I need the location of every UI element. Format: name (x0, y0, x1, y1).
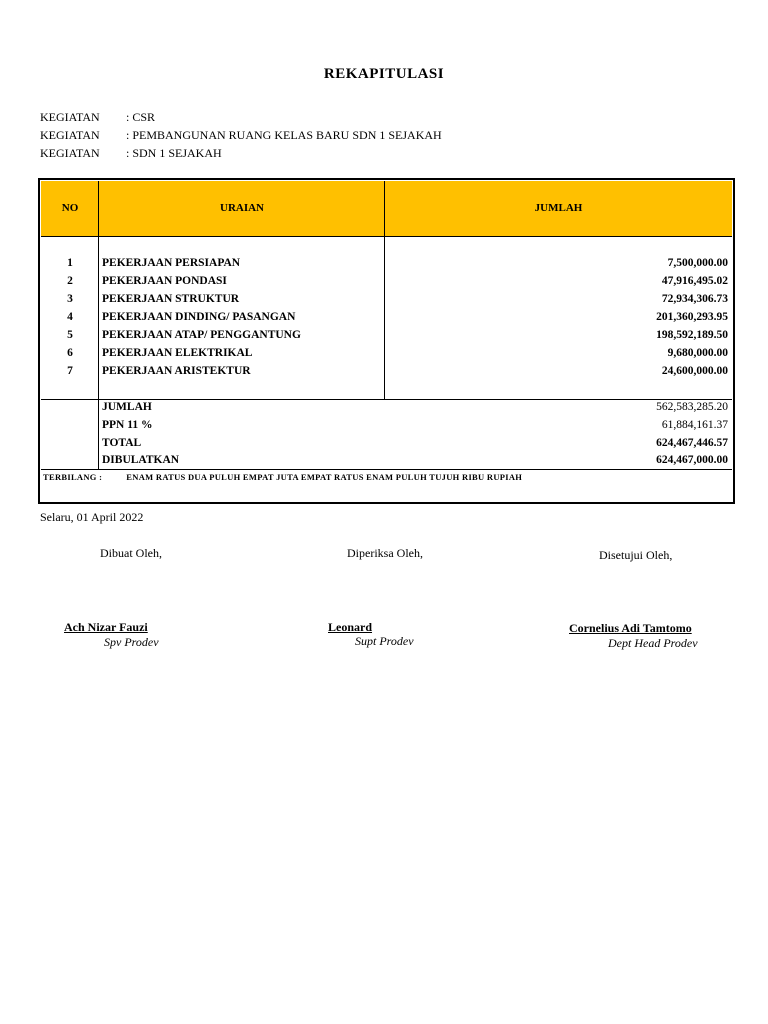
table-row (41, 311, 732, 329)
row-uraian: PEKERJAAN ELEKTRIKAL (102, 347, 253, 359)
row-uraian: PEKERJAAN ATAP/ PENGGANTUNG (102, 329, 301, 341)
row-no: 2 (67, 275, 73, 287)
row-no: 5 (67, 329, 73, 341)
row-uraian: PEKERJAAN PONDASI (102, 275, 227, 287)
summary-row (41, 454, 732, 472)
row-uraian: PEKERJAAN ARISTEKTUR (102, 365, 251, 377)
divider (41, 236, 732, 237)
meta-value: : PEMBANGUNAN RUANG KELAS BARU SDN 1 SEJAKAH (126, 128, 442, 142)
summary-value: 624,467,000.00 (656, 454, 728, 466)
row-no: 4 (67, 311, 73, 323)
table-row (41, 293, 732, 311)
row-jumlah: 201,360,293.95 (656, 311, 728, 323)
header-no: NO (61, 202, 79, 214)
table-row (41, 257, 732, 275)
signature-name: Cornelius Adi Tamtomo (569, 621, 692, 635)
row-jumlah: 198,592,189.50 (656, 329, 728, 341)
header-uraian: URAIAN (220, 202, 264, 214)
document-title: REKAPITULASI (323, 66, 445, 82)
signature-role: Dibuat Oleh, (100, 546, 162, 560)
meta-line-2 (40, 128, 442, 143)
meta-label: KEGIATAN (40, 110, 100, 124)
summary-row (41, 437, 732, 455)
place-date: Selaru, 01 April 2022 (40, 510, 144, 524)
signature-position: Dept Head Prodev (608, 636, 698, 650)
summary-value: 562,583,285.20 (656, 401, 728, 413)
meta-label: KEGIATAN (40, 128, 100, 142)
table-row (41, 365, 732, 383)
row-jumlah: 7,500,000.00 (667, 257, 728, 269)
row-uraian: PEKERJAAN STRUKTUR (102, 293, 240, 305)
meta-value: : CSR (126, 110, 156, 124)
meta-label: KEGIATAN (40, 146, 100, 160)
row-jumlah: 24,600,000.00 (661, 365, 728, 377)
header-jumlah: JUMLAH (534, 202, 583, 214)
row-jumlah: 47,916,495.02 (661, 275, 728, 287)
row-jumlah: 72,934,306.73 (661, 293, 728, 305)
signature-position: Spv Prodev (104, 635, 159, 649)
terbilang-value: ENAM RATUS DUA PULUH EMPAT JUTA EMPAT RATUS ENAM PULUH TUJUH RIBU RUPIAH (126, 472, 523, 482)
table-row (41, 329, 732, 347)
summary-label: DIBULATKAN (102, 454, 180, 466)
signature-name: Ach Nizar Fauzi (64, 620, 148, 634)
summary-label: JUMLAH (102, 401, 152, 413)
terbilang-label: TERBILANG : (43, 472, 103, 482)
row-no: 3 (67, 293, 73, 305)
summary-label: PPN 11 % (102, 419, 153, 431)
recap-table (38, 178, 735, 504)
summary-row (41, 401, 732, 419)
signature-role: Disetujui Oleh, (599, 548, 673, 562)
row-jumlah: 9,680,000.00 (667, 347, 728, 359)
divider (41, 399, 732, 400)
summary-row (41, 419, 732, 437)
meta-line-1 (40, 110, 155, 125)
signature-name: Leonard (328, 620, 373, 634)
table-header (41, 181, 732, 236)
summary-value: 624,467,446.57 (656, 437, 728, 449)
signature-role: Diperiksa Oleh, (347, 546, 423, 560)
summary-value: 61,884,161.37 (661, 419, 728, 431)
row-no: 7 (67, 365, 73, 377)
row-uraian: PEKERJAAN PERSIAPAN (102, 257, 241, 269)
signature-position: Supt Prodev (355, 634, 414, 648)
table-row (41, 275, 732, 293)
row-no: 1 (67, 257, 73, 269)
meta-line-3 (40, 146, 222, 161)
row-no: 6 (67, 347, 73, 359)
terbilang (43, 472, 522, 482)
meta-value: : SDN 1 SEJAKAH (126, 146, 222, 160)
row-uraian: PEKERJAAN DINDING/ PASANGAN (102, 311, 296, 323)
summary-label: TOTAL (102, 437, 142, 449)
table-row (41, 347, 732, 365)
